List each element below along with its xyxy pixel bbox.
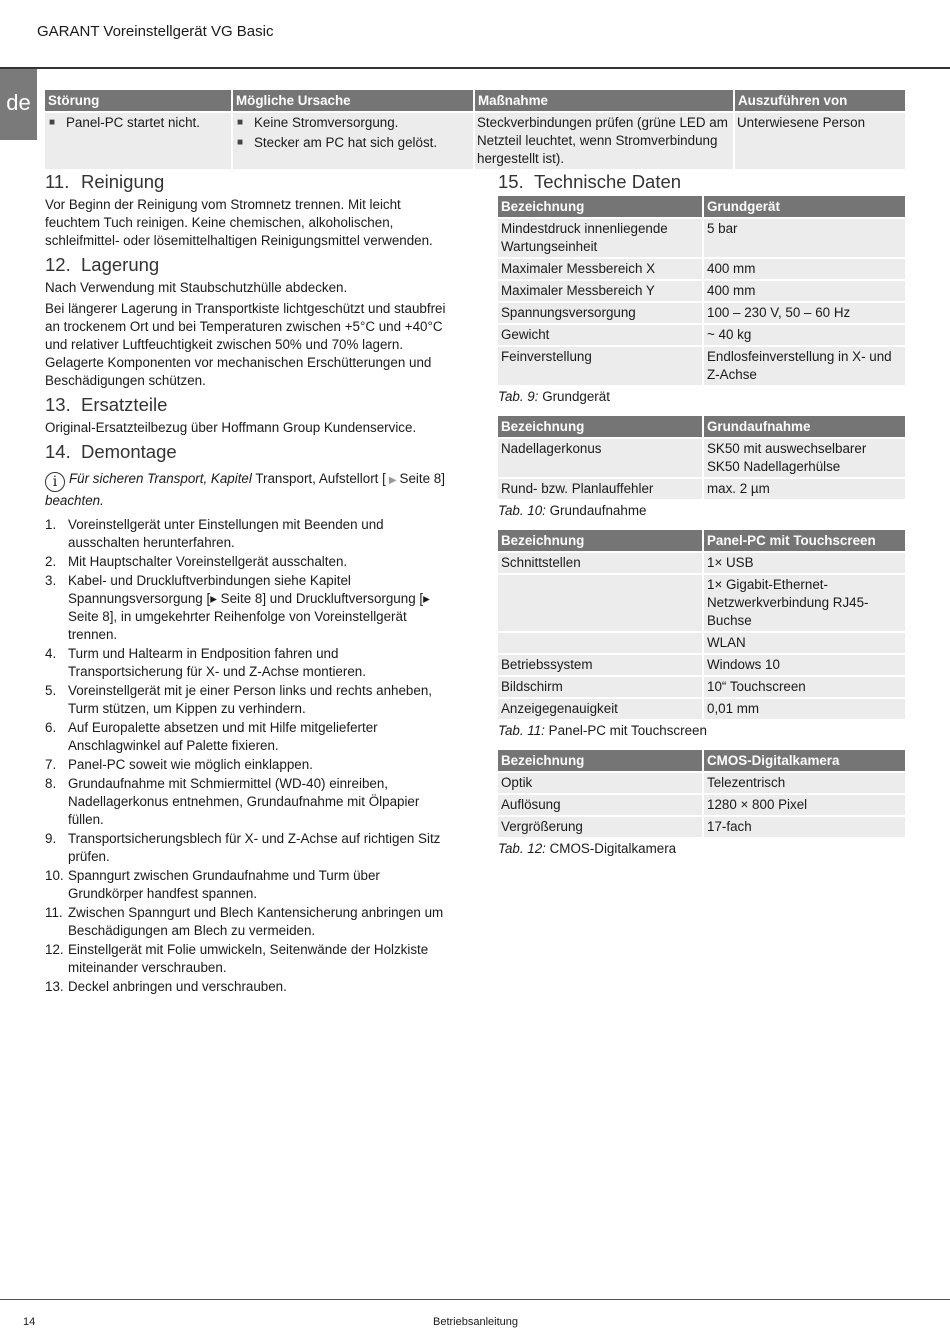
table-row bbox=[498, 477, 905, 499]
fault-table-header bbox=[45, 90, 905, 111]
list-item bbox=[45, 978, 455, 996]
spec-header-cell: Bezeichnung bbox=[498, 196, 702, 217]
list-item bbox=[45, 645, 455, 681]
paragraph: Nach Verwendung mit Staubschutzhülle abdecken. bbox=[45, 280, 348, 295]
spec-header-cell: Grundgerät bbox=[702, 196, 905, 217]
cause-cell bbox=[231, 111, 473, 169]
table-row bbox=[498, 793, 905, 815]
list-item: ■ Stecker am PC hat sich gelöst. bbox=[235, 134, 471, 152]
step-text: Turm und Haltearm in Endposition fahren und Transportsicherung für X- und Z-Achse montieren. bbox=[68, 646, 366, 679]
spec-value: 17-fach bbox=[702, 815, 905, 837]
spec-label: Vergrößerung bbox=[498, 815, 702, 837]
spec-table-base-holder bbox=[498, 416, 905, 499]
section-number: 15. bbox=[498, 171, 524, 192]
table-row bbox=[498, 217, 905, 257]
list-item bbox=[45, 867, 455, 903]
fault-table bbox=[45, 90, 905, 169]
paragraph: Vor Beginn der Reinigung vom Stromnetz trennen. Mit leicht feuchtem Tuch reinigen. Keine chemischen, alkoholischen, schleifmittel- oder lösemittelhaltigen Reinigungsmittel verwenden. bbox=[45, 197, 433, 248]
spec-label: Gewicht bbox=[498, 323, 702, 345]
info-note bbox=[45, 470, 455, 510]
table-row bbox=[498, 771, 905, 793]
caption-label: Tab. 10: bbox=[498, 503, 546, 518]
step-text: Deckel anbringen und verschrauben. bbox=[68, 979, 287, 994]
caption-text: CMOS-Digitalkamera bbox=[549, 841, 677, 856]
step-number: 4. bbox=[45, 646, 57, 661]
step-number: 5. bbox=[45, 683, 57, 698]
step-number: 3. bbox=[45, 573, 57, 588]
table-row bbox=[498, 653, 905, 675]
table-row bbox=[498, 437, 905, 477]
caption-text: Grundaufnahme bbox=[549, 503, 647, 518]
step-number: 10. bbox=[45, 868, 64, 883]
fault-header-cell: Mögliche Ursache bbox=[231, 90, 473, 111]
spec-label: Nadellagerkonus bbox=[498, 437, 702, 477]
spec-value: Windows 10 bbox=[702, 653, 905, 675]
step-text: Auf Europalette absetzen und mit Hilfe mitgelieferter Anschlagwinkel auf Palette fixieren. bbox=[68, 720, 378, 753]
step-text: Spanngurt zwischen Grundaufnahme und Turm über Grundkörper handfest spannen. bbox=[68, 868, 380, 901]
fault-header-cell: Auszuführen von bbox=[733, 90, 905, 111]
table-row bbox=[498, 551, 905, 573]
fault-header-cell: Maßnahme bbox=[473, 90, 733, 111]
table-row bbox=[498, 279, 905, 301]
paragraph: Original-Ersatzteilbezug über Hoffmann Group Kundenservice. bbox=[45, 420, 417, 435]
step-number: 8. bbox=[45, 776, 57, 791]
table-row bbox=[498, 301, 905, 323]
table-row bbox=[45, 111, 905, 169]
spec-header-cell: Panel-PC mit Touchscreen bbox=[702, 530, 905, 551]
spec-value: 400 mm bbox=[702, 279, 905, 301]
step-text: Kabel- und Druckluftverbindungen siehe Kapitel Spannungsversorgung [▸ Seite 8] und Druckluftversorgung [▸ Seite 8], in umgekehrter Reihenfolge von Voreinstellgerät trennen. bbox=[68, 573, 430, 642]
section-title: Ersatzteile bbox=[81, 394, 168, 415]
caption-label: Tab. 12: bbox=[498, 841, 546, 856]
spec-header-cell: Bezeichnung bbox=[498, 416, 702, 437]
note-text: Für sicheren Transport, Kapitel bbox=[69, 471, 252, 486]
section-title: Lagerung bbox=[81, 254, 160, 275]
list-item bbox=[45, 756, 455, 774]
list-item bbox=[45, 904, 455, 940]
fault-cell bbox=[45, 111, 231, 169]
step-text: Zwischen Spanngurt und Blech Kantensicherung anbringen um Beschädigungen am Blech zu vermeiden. bbox=[68, 905, 444, 938]
table-row bbox=[498, 323, 905, 345]
list-item bbox=[45, 719, 455, 755]
spec-header-cell: Bezeichnung bbox=[498, 530, 702, 551]
table-row bbox=[498, 675, 905, 697]
spec-value: 100 – 230 V, 50 – 60 Hz bbox=[702, 301, 905, 323]
spec-header-cell: Grundaufnahme bbox=[702, 416, 905, 437]
caption-label: Tab. 11: bbox=[498, 723, 545, 738]
spec-table-base-unit bbox=[498, 196, 905, 385]
caption-label: Tab. 9: bbox=[498, 389, 539, 404]
performer-cell: Unterwiesene Person bbox=[733, 111, 905, 169]
step-text: Voreinstellgerät mit je einer Person links und rechts anheben, Turm stützen, um Kippen zu verhindern. bbox=[68, 683, 432, 716]
section-title: Reinigung bbox=[81, 171, 165, 192]
spec-label: Mindestdruck innenliegende Wartungseinheit bbox=[498, 217, 702, 257]
paragraph: Bei längerer Lagerung in Transportkiste lichtgeschützt und staubfrei an trockenem Ort und bei Temperaturen zwischen +5°C und +40°C und relativer Luftfeuchtigkeit zwischen 50% und 70% lagern. Gelagerte Komponenten vor mechanischen Erschütterungen und Beschädigungen schützen. bbox=[45, 301, 446, 388]
step-number: 11. bbox=[45, 905, 63, 920]
spec-label: Betriebssystem bbox=[498, 653, 702, 675]
spec-label: Maximaler Messbereich Y bbox=[498, 279, 702, 301]
table-row bbox=[498, 257, 905, 279]
section-spare-parts bbox=[45, 393, 455, 437]
spec-label bbox=[498, 573, 702, 631]
spec-value: WLAN bbox=[702, 631, 905, 653]
list-item bbox=[45, 941, 455, 977]
table-row bbox=[498, 631, 905, 653]
spec-value: ~ 40 kg bbox=[702, 323, 905, 345]
dismantling-steps bbox=[45, 516, 455, 996]
spec-label: Schnittstellen bbox=[498, 551, 702, 573]
spec-table-camera bbox=[498, 750, 905, 837]
spec-value: max. 2 µm bbox=[702, 477, 905, 499]
step-number: 1. bbox=[45, 517, 57, 532]
chapter-link[interactable]: Transport, Aufstellort [ bbox=[255, 471, 386, 486]
left-column bbox=[45, 170, 455, 999]
table-row bbox=[498, 345, 905, 385]
step-text: Mit Hauptschalter Voreinstellgerät ausschalten. bbox=[68, 554, 348, 569]
section-storage bbox=[45, 253, 455, 390]
step-number: 6. bbox=[45, 720, 57, 735]
step-number: 13. bbox=[45, 979, 64, 994]
list-item bbox=[45, 553, 455, 571]
spec-table-panel-pc bbox=[498, 530, 905, 719]
section-number: 14. bbox=[45, 441, 71, 462]
right-column bbox=[498, 170, 905, 868]
section-number: 11. bbox=[45, 171, 70, 192]
step-number: 12. bbox=[45, 942, 64, 957]
table-row bbox=[498, 573, 905, 631]
spec-label bbox=[498, 631, 702, 653]
list-item bbox=[45, 516, 455, 552]
spec-value: 1280 × 800 Pixel bbox=[702, 793, 905, 815]
footer-rule bbox=[0, 1299, 950, 1300]
step-number: 9. bbox=[45, 831, 57, 846]
spec-value: 1× Gigabit-Ethernet-Netzwerkverbindung RJ45-Buchse bbox=[702, 573, 905, 631]
section-dismantling bbox=[45, 440, 455, 996]
step-text: Grundaufnahme mit Schmiermittel (WD-40) einreiben, Nadellagerkonus entnehmen, Grundaufnahme mit Ölpapier füllen. bbox=[68, 776, 420, 827]
fault-header-cell: Störung bbox=[45, 90, 231, 111]
section-heading bbox=[45, 170, 455, 194]
spec-label: Feinverstellung bbox=[498, 345, 702, 385]
table-row bbox=[498, 815, 905, 837]
spec-label: Anzeigegenauigkeit bbox=[498, 697, 702, 719]
step-text: Einstellgerät mit Folie umwickeln, Seitenwände der Holzkiste miteinander verschrauben. bbox=[68, 942, 429, 975]
section-number: 13. bbox=[45, 394, 71, 415]
language-tab: de bbox=[0, 69, 37, 140]
spec-value: 1× USB bbox=[702, 551, 905, 573]
spec-value: 5 bar bbox=[702, 217, 905, 257]
section-heading bbox=[45, 393, 455, 417]
caption-text: Panel-PC mit Touchscreen bbox=[548, 723, 707, 738]
list-item: ■ Keine Stromversorgung. bbox=[235, 114, 471, 132]
step-text: Panel-PC soweit wie möglich einklappen. bbox=[68, 757, 313, 772]
page-number: 14 bbox=[23, 1316, 36, 1328]
spec-value: Telezentrisch bbox=[702, 771, 905, 793]
step-number: 7. bbox=[45, 757, 57, 772]
step-text: Transportsicherungsblech für X- und Z-Achse auf richtigen Sitz prüfen. bbox=[68, 831, 441, 864]
spec-header-cell: CMOS-Digitalkamera bbox=[702, 750, 905, 771]
footer-document-title: Betriebsanleitung bbox=[433, 1316, 519, 1328]
list-item bbox=[45, 775, 455, 829]
section-title: Technische Daten bbox=[534, 171, 682, 192]
spec-value: SK50 mit auswechselbarer SK50 Nadellagerhülse bbox=[702, 437, 905, 477]
caption-text: Grundgerät bbox=[542, 389, 610, 404]
spec-header-cell: Bezeichnung bbox=[498, 750, 702, 771]
table-caption bbox=[498, 388, 905, 406]
action-cell: Steckverbindungen prüfen (grüne LED am Netzteil leuchtet, wenn Stromverbindung hergestellt ist). bbox=[473, 111, 733, 169]
spec-value: Endlosfeinverstellung in X- und Z-Achse bbox=[702, 345, 905, 385]
spec-label: Auflösung bbox=[498, 793, 702, 815]
spec-value: 400 mm bbox=[702, 257, 905, 279]
table-caption bbox=[498, 722, 905, 740]
arrow-right-icon: ▶ bbox=[388, 475, 397, 486]
list-item bbox=[45, 682, 455, 718]
table-row bbox=[498, 697, 905, 719]
page-header-title: GARANT Voreinstellgerät VG Basic bbox=[37, 23, 274, 40]
section-heading bbox=[498, 170, 905, 194]
spec-label: Optik bbox=[498, 771, 702, 793]
info-icon: i bbox=[45, 472, 65, 492]
spec-label: Maximaler Messbereich X bbox=[498, 257, 702, 279]
list-item: ■ Panel-PC startet nicht. bbox=[47, 114, 229, 132]
section-heading bbox=[45, 253, 455, 277]
spec-label: Bildschirm bbox=[498, 675, 702, 697]
section-cleaning bbox=[45, 170, 455, 250]
spec-label: Spannungsversorgung bbox=[498, 301, 702, 323]
table-caption bbox=[498, 502, 905, 520]
list-item bbox=[45, 572, 455, 644]
spec-label: Rund- bzw. Planlauffehler bbox=[498, 477, 702, 499]
section-title: Demontage bbox=[81, 441, 177, 462]
spec-value: 10“ Touchscreen bbox=[702, 675, 905, 697]
table-caption bbox=[498, 840, 905, 858]
page-reference[interactable]: Seite 8] bbox=[399, 471, 445, 486]
section-number: 12. bbox=[45, 254, 71, 275]
section-heading bbox=[45, 440, 455, 464]
step-number: 2. bbox=[45, 554, 57, 569]
step-text: Voreinstellgerät unter Einstellungen mit Beenden und ausschalten herunterfahren. bbox=[68, 517, 384, 550]
list-item bbox=[45, 830, 455, 866]
note-text: beachten. bbox=[45, 493, 104, 508]
spec-value: 0,01 mm bbox=[702, 697, 905, 719]
header-rule bbox=[0, 67, 950, 69]
